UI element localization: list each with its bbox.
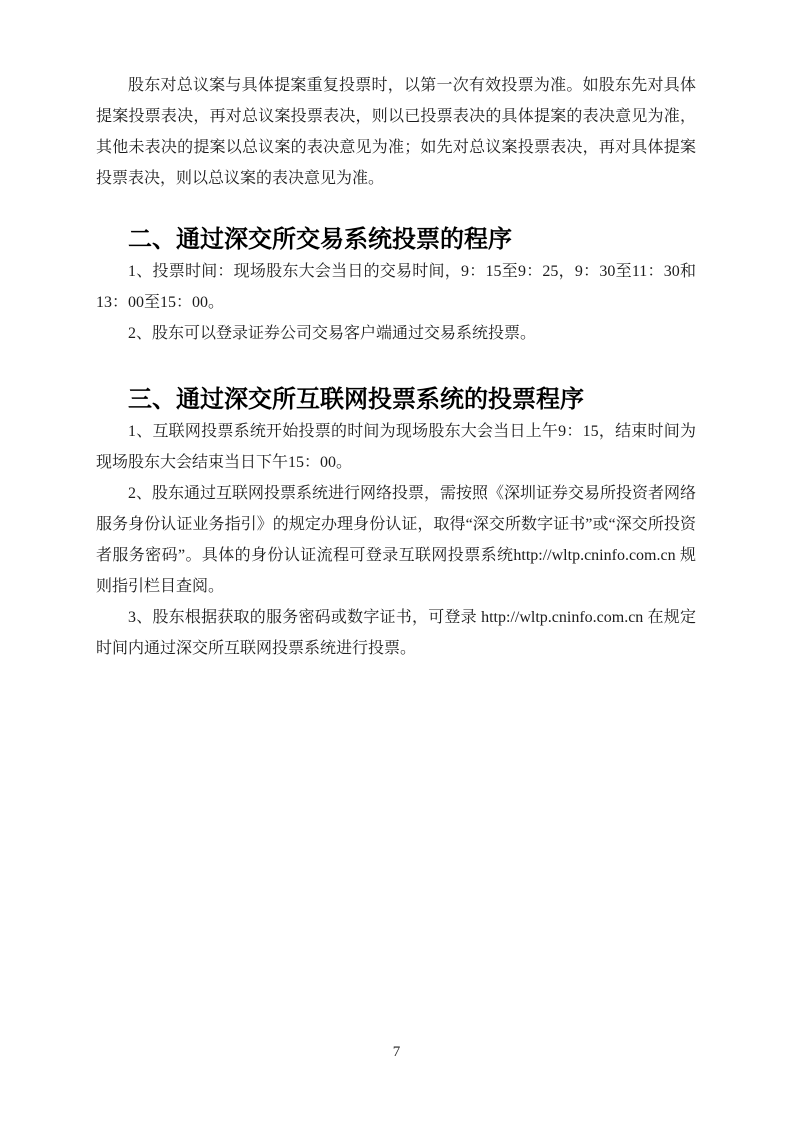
page-number: 7: [392, 1044, 401, 1060]
section-internet-item-3-text: 3、股东根据获取的服务密码或数字证书，可登录: [128, 609, 482, 626]
blank-line: [96, 349, 696, 380]
section-internet-heading: 三、通过深交所互联网投票系统的投票程序: [128, 387, 584, 413]
section-internet-item-1: 1、互联网投票系统开始投票的时间为现场股东大会当日上午9：15，结束时间为现场股东大会结束当日下午15：00。: [96, 423, 696, 471]
section-internet-item-2-text: 2、股东通过互联网投票系统进行网络投票，需按照《深圳证券交易所投资者网络服务身份认证业务指引》的规定办理身份认证，取得“深交所数字证书”或“深交所投资者服务密码”。具体的身份认证流程可登录互联网投票系统: [96, 485, 697, 564]
repeat-voting-paragraph: 股东对总议案与具体提案重复投票时，以第一次有效投票为准。如股东先对具体提案投票表决，再对总议案投票表决，则以已投票表决的具体提案的表决意见为准，其他未表决的提案以总议案的表决意见为准；如先对总议案投票表决，再对具体提案投票表决，则以总议案的表决意见为准。: [96, 77, 696, 187]
section-internet-item-3-text-after: 在规定时间内通过深交所互联网投票系统进行投票。: [96, 609, 696, 657]
section-trading-item-1: 1、投票时间：现场股东大会当日的交易时间，9：15至9：25，9：30至11：30和13：00至15：00。: [96, 263, 696, 311]
section-trading-heading: 二、通过深交所交易系统投票的程序: [128, 227, 512, 253]
internet-voting-system-url: http://wltp.cninfo.com.cn: [513, 547, 676, 564]
section-internet-item-3: [96, 602, 696, 664]
internet-voting-system-url: http://wltp.cninfo.com.cn: [481, 609, 644, 626]
blank-line: [96, 194, 696, 225]
section-trading-item-2: 2、股东可以登录证券公司交易客户端通过交易系统投票。: [128, 325, 537, 342]
section-internet-item-2: [96, 478, 696, 602]
section-internet-item-2-text-after: 规则指引栏目查阅。: [96, 547, 696, 595]
